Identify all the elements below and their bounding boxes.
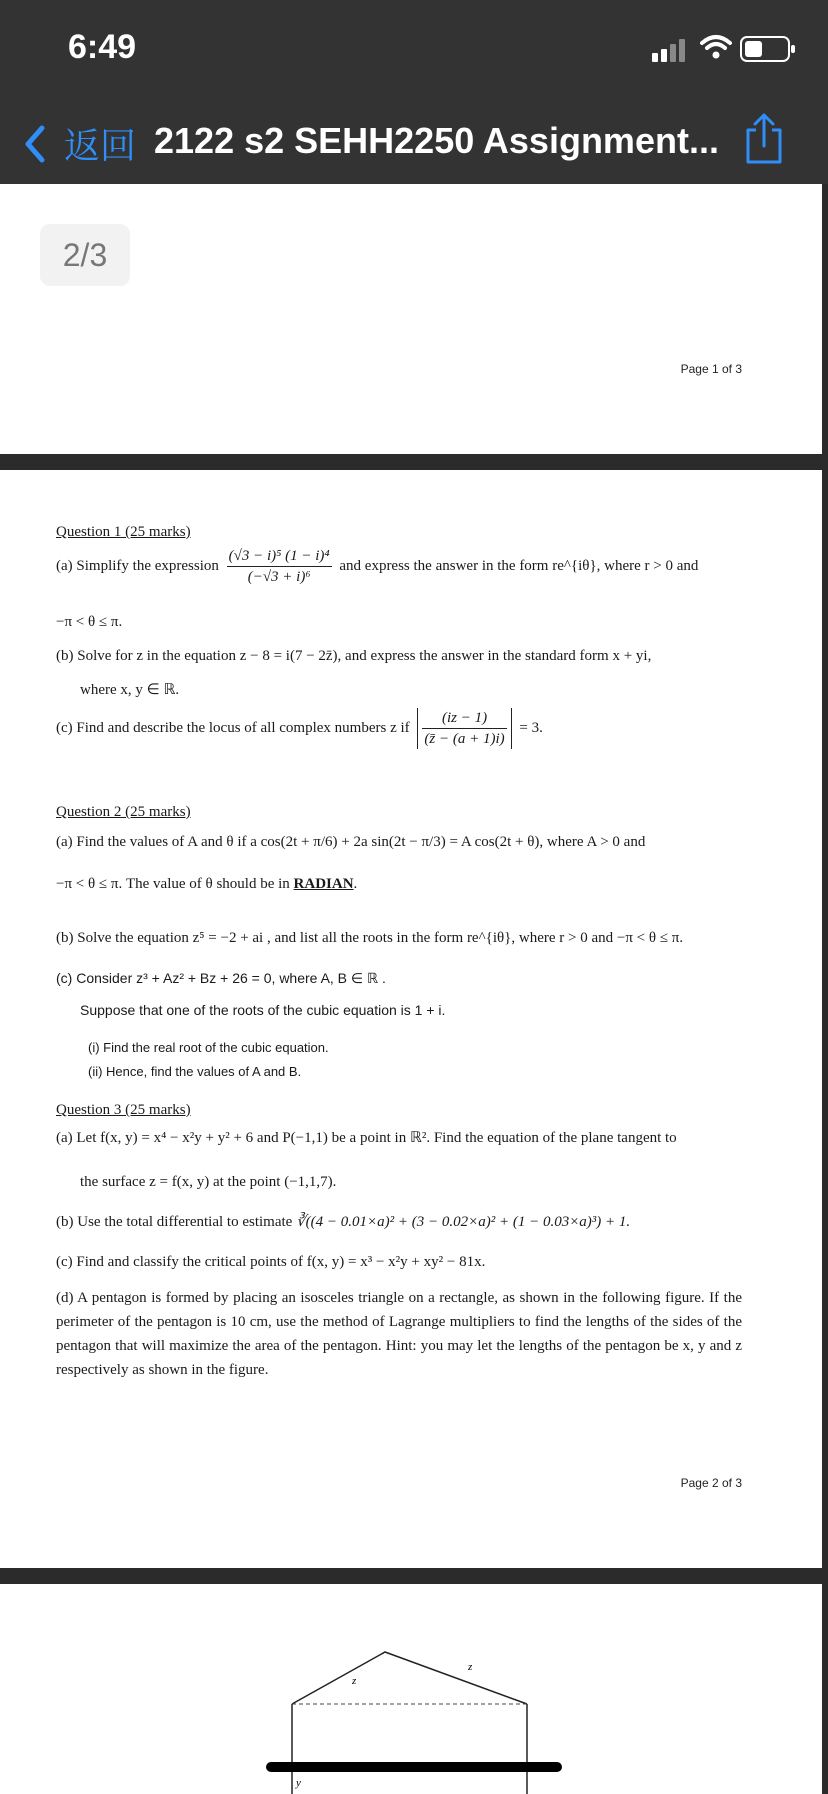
q2-part-c-note: Suppose that one of the roots of the cubic equation is 1 + i.: [80, 1002, 446, 1018]
q1-part-c: (c) Find and describe the locus of all complex numbers z if $\frac{(iz - 1)}{(z̄ - (a + 1)i)}$ = 3.: [56, 710, 543, 747]
pdf-page-1: [0, 184, 822, 454]
nav-bar: [0, 100, 828, 184]
pdf-page-2: [0, 470, 822, 1568]
figure-label-z-right: z: [468, 1661, 473, 1673]
figure-label-z-left: z: [352, 1675, 357, 1687]
radian-emphasis: RADIAN: [293, 876, 354, 892]
wifi-icon: [700, 34, 732, 60]
home-indicator[interactable]: [266, 1762, 562, 1772]
q2-part-c-i: (i) Find the real root of the cubic equation.: [88, 1040, 329, 1055]
q1-a-fraction: $\frac{\text{(√3 − i)⁵ (1 − i)⁴}}{\text{(−√3 + i)⁶}}$: [228, 548, 330, 585]
status-bar: [0, 0, 828, 100]
q3-heading: Question 3 (25 marks): [56, 1102, 191, 1118]
q3-b-expression: ∛((4 − 0.01×a)² + (3 − 0.02×a)² + (1 − 0.03×a)³) + 1.: [296, 1214, 631, 1230]
q3-part-a-cont: the surface z = f(x, y) at the point (−1,1,7).: [80, 1174, 337, 1190]
q3-part-b: (b) Use the total differential to estimate ∛((4 − 0.01×a)² + (3 − 0.02×a)² + (1 − 0.03×a)³) + 1.: [56, 1214, 631, 1230]
q1-part-a-cont: −π < θ ≤ π.: [56, 614, 123, 630]
figure-label-y: y: [296, 1777, 301, 1789]
page-indicator[interactable]: 2/3: [40, 224, 130, 286]
q1-part-a: (a) Simplify the expression $\frac{\text{(√3 − i)⁵ (1 − i)⁴}}{\text{(−√3 + i)⁶}}$ and express the answer in the form re^{iθ}, where r > 0 and: [56, 548, 699, 585]
page-1-label: Page 1 of 3: [680, 362, 742, 376]
q3-part-a: (a) Let f(x, y) = x⁴ − x²y + y² + 6 and P(−1,1) be a point in ℝ². Find the equation of the plane tangent to: [56, 1130, 677, 1146]
q1-part-b: (b) Solve for z in the equation z − 8 = i(7 − 2z̄), and express the answer in the standard form x + yi,: [56, 648, 652, 664]
page-2-label: Page 2 of 3: [680, 1476, 742, 1490]
back-button[interactable]: [22, 118, 136, 169]
cellular-signal-icon: [652, 38, 688, 62]
q3-part-c: (c) Find and classify the critical points of f(x, y) = x³ − x²y + xy² − 81x.: [56, 1254, 486, 1270]
q2-part-c-ii: (ii) Hence, find the values of A and B.: [88, 1064, 302, 1079]
share-icon[interactable]: [742, 112, 786, 166]
q2-part-b: (b) Solve the equation z⁵ = −2 + ai , and list all the roots in the form re^{iθ}, where r > 0 and −π < θ ≤ π.: [56, 930, 684, 946]
q2-heading: Question 2 (25 marks): [56, 804, 191, 820]
q2-part-a-cont: −π < θ ≤ π. The value of θ should be in RADIAN.: [56, 876, 358, 892]
q1-c-fraction: $\frac{(iz - 1)}{(z̄ - (a + 1)i)}$: [417, 708, 511, 749]
q3-part-d: (d) A pentagon is formed by placing an isosceles triangle on a rectangle, as shown in the following figure. If the perimeter of the pentagon is 10 cm, use the method of Lagrange multipliers to find the lengths of the sides of the pentagon that will maximize the area of the pentagon. Hint: you may let the lengths of the pentagon be x, y and z respectively as shown in the figure.: [56, 1290, 742, 1378]
document-title: 2122 s2 SEHH2250 Assignment...: [154, 120, 719, 161]
q1-part-b-cont: where x, y ∈ ℝ.: [80, 682, 180, 698]
chevron-left-icon: [22, 124, 48, 164]
q2-part-c: (c) Consider z³ + Az² + Bz + 26 = 0, where A, B ∈ ℝ .: [56, 970, 386, 986]
battery-icon: [740, 36, 796, 62]
status-time: 6:49: [68, 28, 137, 66]
q2-part-a: (a) Find the values of A and θ if a cos(2t + π/6) + 2a sin(2t − π/3) = A cos(2t + θ), where A > 0 and: [56, 834, 646, 850]
q1-heading: Question 1 (25 marks): [56, 524, 191, 540]
back-label: 返回: [64, 125, 137, 166]
